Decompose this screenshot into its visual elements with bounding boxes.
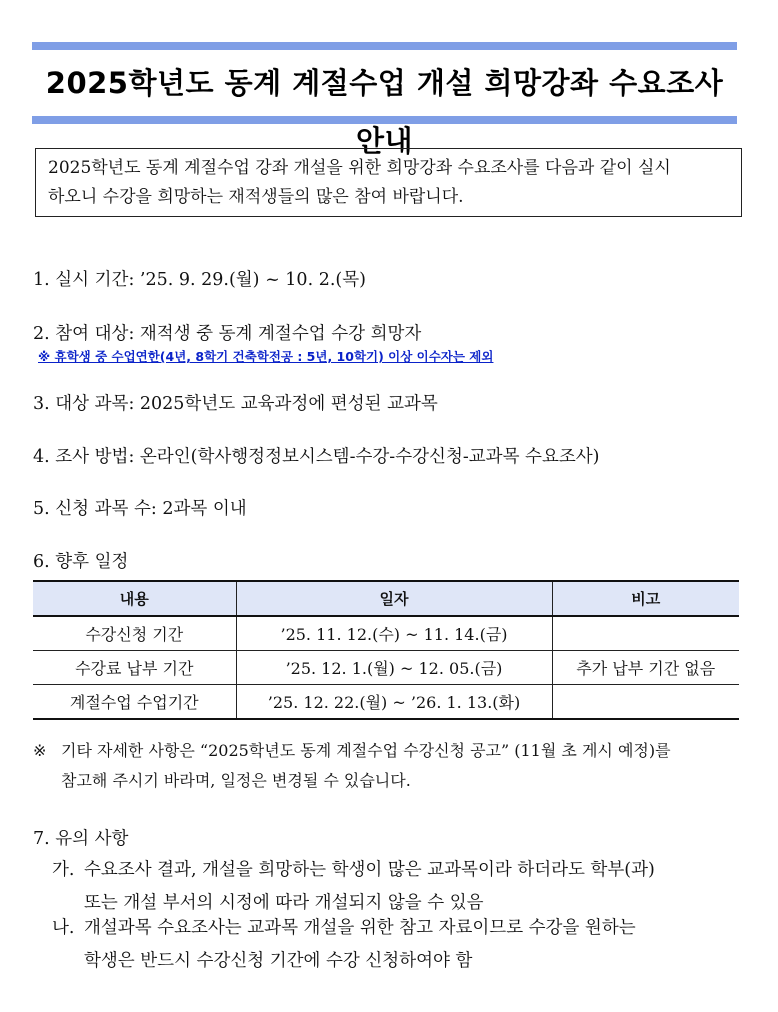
cell-content: 계절수업 수업기간 bbox=[33, 685, 236, 720]
item-target: 2. 참여 대상: 재적생 중 동계 계절수업 수강 희망자 bbox=[33, 324, 422, 344]
item-schedule-heading: 6. 향후 일정 bbox=[33, 552, 129, 572]
cell-date: ’25. 12. 1.(월) ~ 12. 05.(금) bbox=[236, 651, 552, 685]
schedule-remark bbox=[33, 736, 733, 796]
caution-line-2: 학생은 반드시 수강신청 기간에 수강 신청하여야 함 bbox=[84, 951, 473, 971]
remark-line-1: 기타 자세한 사항은 “2025학년도 동계 계절수업 수강신청 공고” (11월 초 게시 예정)를 bbox=[61, 741, 671, 760]
page-title: 2025학년도 동계 계절수업 개설 희망강좌 수요조사 안내 bbox=[45, 66, 724, 158]
cell-content: 수강신청 기간 bbox=[33, 616, 236, 651]
caution-label: 가. bbox=[52, 860, 75, 880]
item-subjects: 3. 대상 과목: 2025학년도 교육과정에 편성된 교과목 bbox=[33, 394, 438, 414]
header-content: 내용 bbox=[33, 581, 236, 616]
cell-date: ’25. 11. 12.(수) ~ 11. 14.(금) bbox=[236, 616, 552, 651]
item-method: 4. 조사 방법: 온라인(학사행정정보시스템-수강-수강신청-교과목 수요조사) bbox=[33, 447, 600, 467]
caution-item-na bbox=[52, 912, 742, 978]
item-period: 1. 실시 기간: ’25. 9. 29.(월) ~ 10. 2.(목) bbox=[33, 270, 366, 290]
cell-note bbox=[552, 685, 739, 720]
header-date: 일자 bbox=[236, 581, 552, 616]
intro-line-1: 2025학년도 동계 계절수업 강좌 개설을 위한 희망강좌 수요조사를 다음과 같이 실시 bbox=[48, 158, 671, 178]
remark-mark: ※ bbox=[33, 741, 47, 760]
caution-label: 나. bbox=[52, 918, 75, 938]
caution-line-2: 또는 개설 부서의 시정에 따라 개설되지 않을 수 있음 bbox=[84, 893, 484, 913]
table-row bbox=[33, 685, 739, 720]
table-row bbox=[33, 616, 739, 651]
table-header-row bbox=[33, 581, 739, 616]
intro-box bbox=[35, 148, 742, 217]
cell-content: 수강료 납부 기간 bbox=[33, 651, 236, 685]
intro-line-2: 하오니 수강을 희망하는 재적생들의 많은 참여 바랍니다. bbox=[48, 187, 464, 207]
caution-item-ga bbox=[52, 854, 742, 920]
table-row bbox=[33, 651, 739, 685]
exclusion-note: ※ 휴학생 중 수업연한(4년, 8학기 건축학전공 : 5년, 10학기) 이상 이수자는 제외 bbox=[38, 349, 494, 364]
cell-date: ’25. 12. 22.(월) ~ ’26. 1. 13.(화) bbox=[236, 685, 552, 720]
title-bottom-bar bbox=[32, 116, 737, 124]
remark-line-2: 참고해 주시기 바라며, 일정은 변경될 수 있습니다. bbox=[61, 771, 411, 790]
caution-heading: 7. 유의 사항 bbox=[33, 829, 129, 849]
cell-note: 추가 납부 기간 없음 bbox=[552, 651, 739, 685]
caution-line-1: 개설과목 수요조사는 교과목 개설을 위한 참고 자료이므로 수강을 원하는 bbox=[84, 918, 636, 938]
cell-note bbox=[552, 616, 739, 651]
header-note: 비고 bbox=[552, 581, 739, 616]
item-count: 5. 신청 과목 수: 2과목 이내 bbox=[33, 499, 247, 519]
caution-line-1: 수요조사 결과, 개설을 희망하는 학생이 많은 교과목이라 하더라도 학부(과) bbox=[84, 860, 655, 880]
title-top-bar bbox=[32, 42, 737, 50]
schedule-table bbox=[33, 580, 739, 720]
